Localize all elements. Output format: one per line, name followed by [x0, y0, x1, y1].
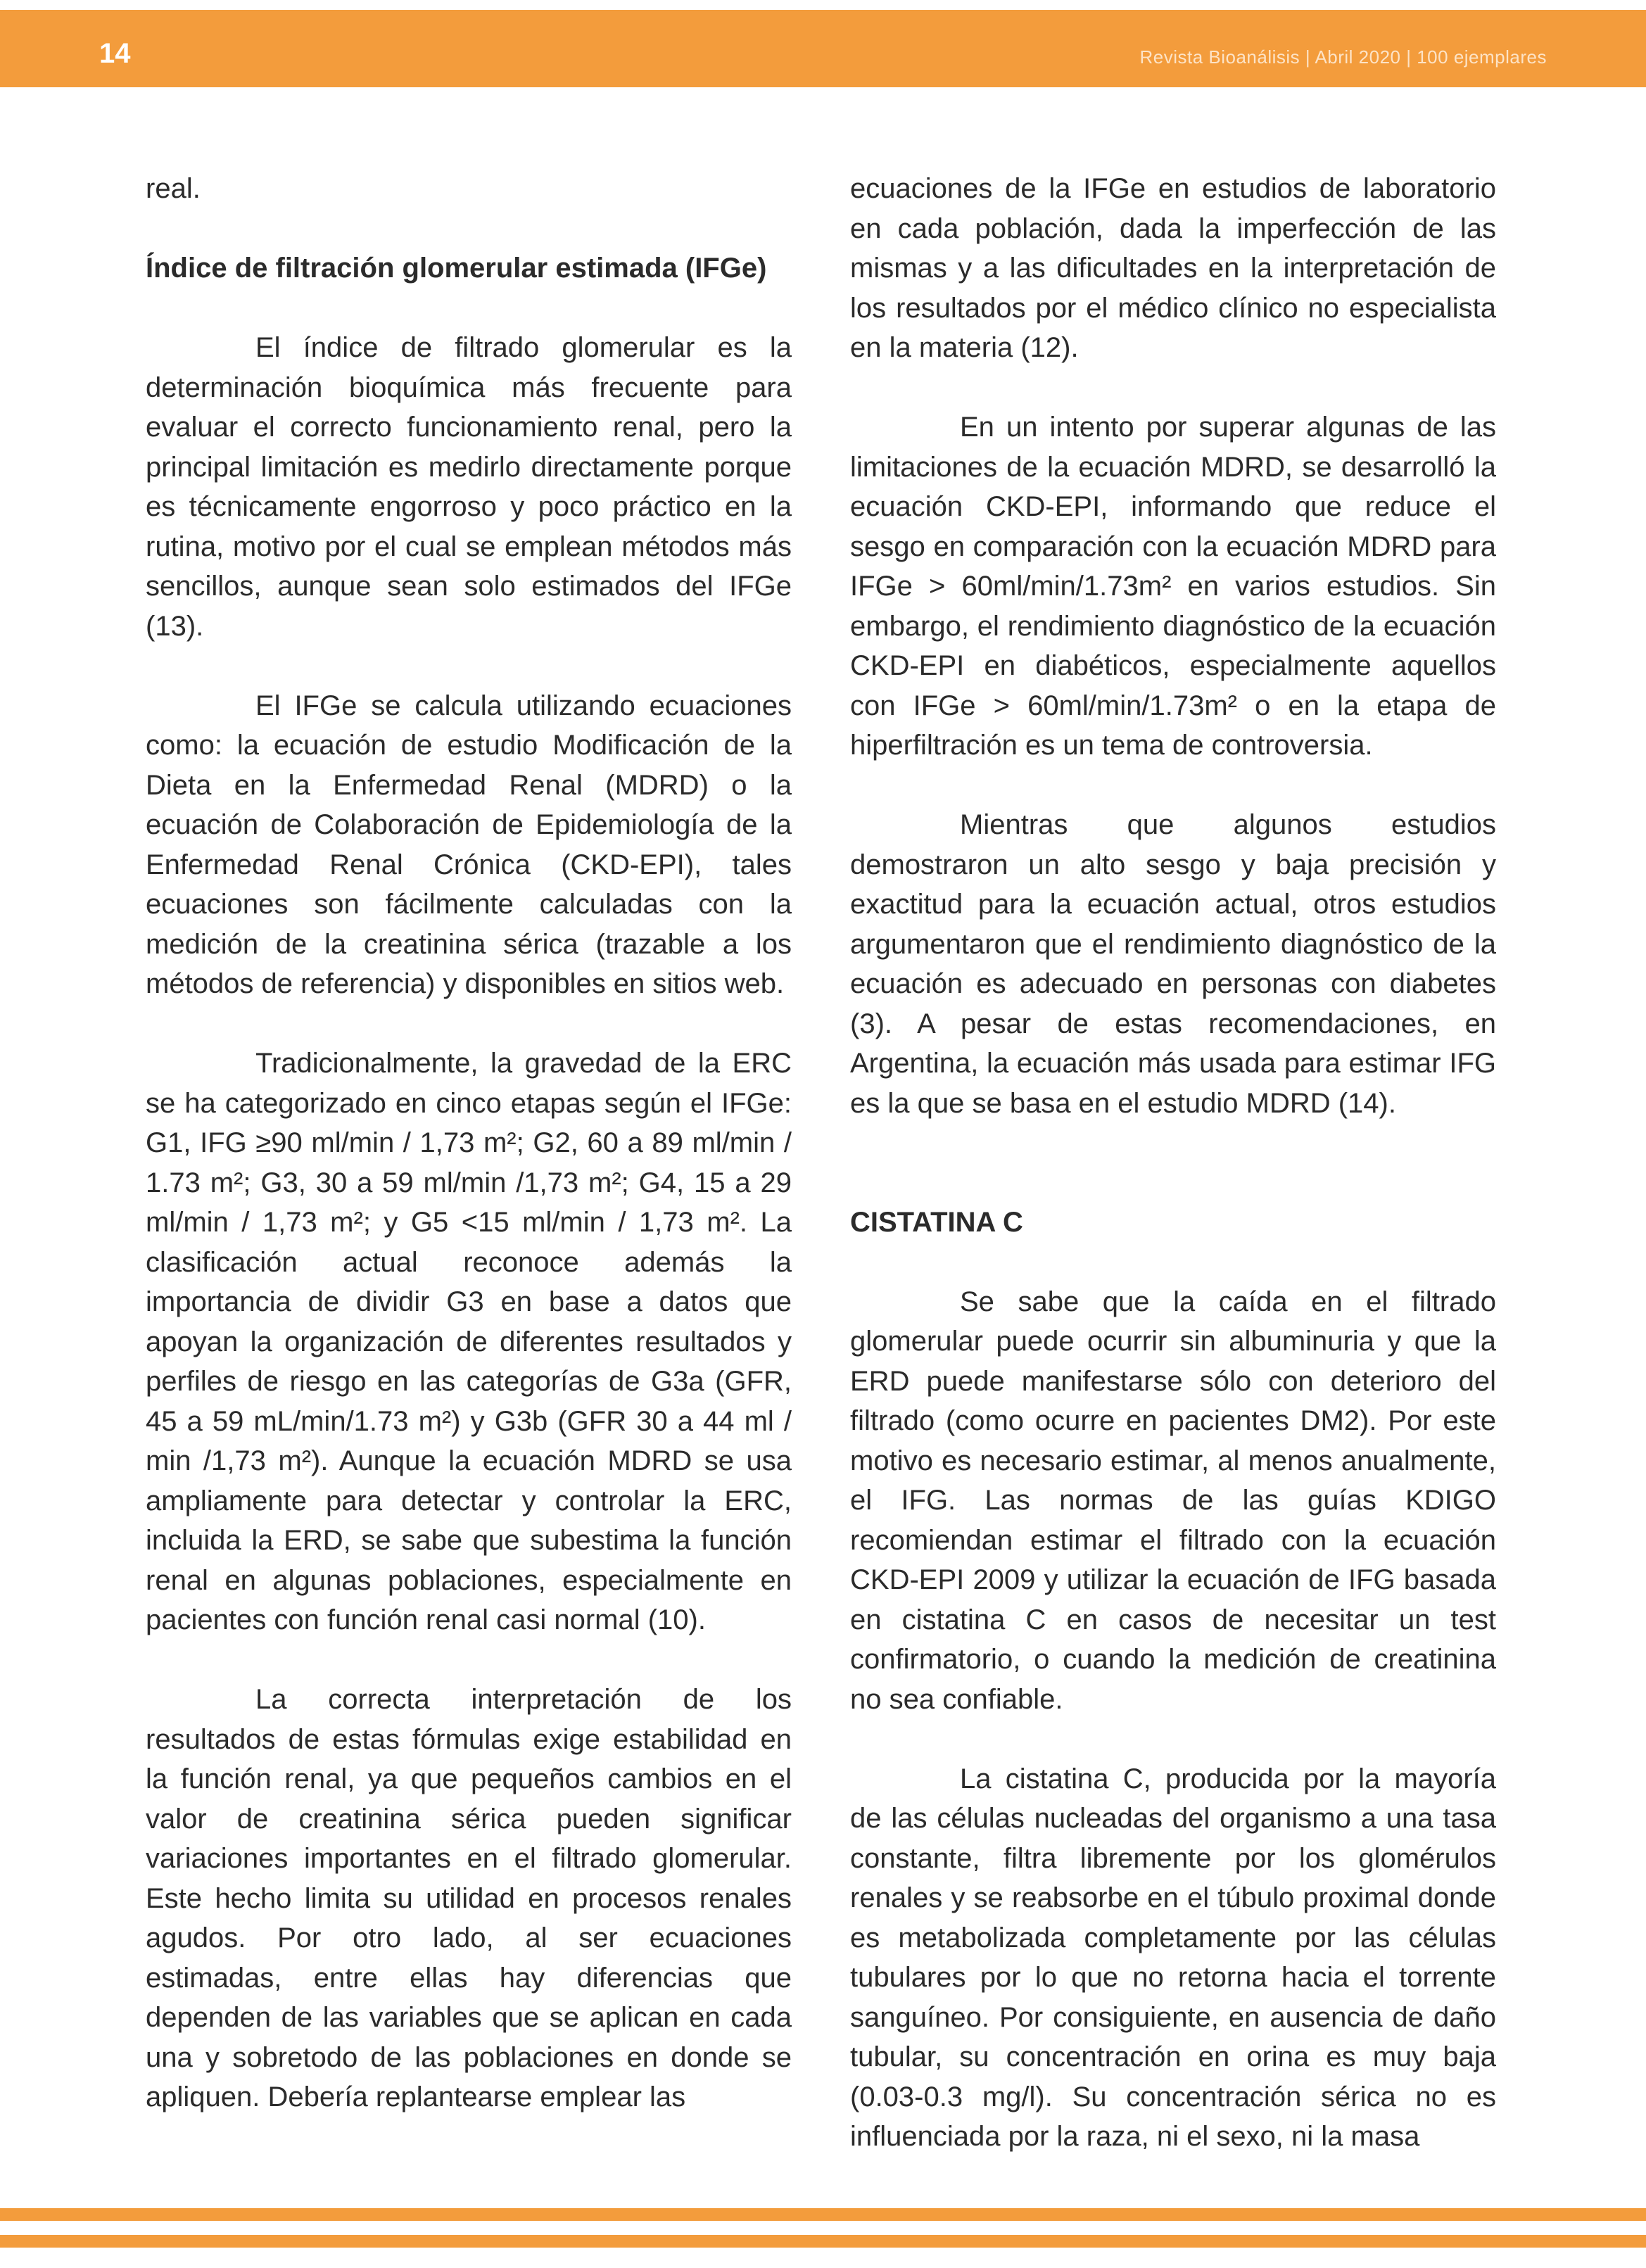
- paragraph: La cistatina C, producida por la mayoría de las células nucleadas del organismo a una tasa constante, filtra libremente por los glomérulos renales y se reabsorbe en el túbulo proximal donde es metabolizada completamente por las células tubulares por lo que no retorna hacia el torrente sanguíneo. Por consiguiente, en ausencia de daño tubular, su concentración en orina es muy baja (0.03-0.3 mg/l). Su concentración sérica no es influenciada por la raza, ni el sexo, ni la masa: [850, 1763, 1496, 2152]
- paragraph: Se sabe que la caída en el filtrado glomerular puede ocurrir sin albuminuria y que la ERD puede manifestarse sólo con deterioro del filtrado (como ocurre en pacientes DM2). Por este motivo es necesario estimar, al menos anualmente, el IFG. Las normas de las guías KDIGO recomiendan estimar el filtrado con la ecuación CKD-EPI 2009 y utilizar la ecuación de IFG basada en cistatina C en casos de necesitar un test confirmatorio, o cuando la medición de creatinina no sea confiable.: [850, 1286, 1496, 1715]
- right-column: [850, 169, 1496, 2196]
- paragraph: El IFGe se calcula utilizando ecuaciones como: la ecuación de estudio Modificación de la Dieta en la Enfermedad Renal (MDRD) o la ecuación de Colaboración de Epidemiología de la Enfermedad Renal Crónica (CKD-EPI), tales ecuaciones son fácilmente calculadas con la medición de la creatinina sérica (trazable a los métodos de referencia) y disponibles en sitios web.: [146, 690, 792, 999]
- paragraph: Mientras que algunos estudios demostraron un alto sesgo y baja precisión y exactitud para la ecuación actual, otros estudios argumentaron que el rendimiento diagnóstico de la ecuación es adecuado en personas con diabetes (3). A pesar de estas recomendaciones, en Argentina, la ecuación más usada para estimar IFG es la que se basa en el estudio MDRD (14).: [850, 809, 1496, 1119]
- paragraph: Tradicionalmente, la gravedad de la ERC se ha categorizado en cinco etapas según el IFGe: G1, IFG ≥90 ml/min / 1,73 m²; G2, 60 a 89 ml/min / 1.73 m²; G3, 30 a 59 ml/min /1,73 m²; G4, 15 a 29 ml/min / 1,73 m²; y G5 <15 ml/min / 1,73 m². La clasificación actual reconoce además la importancia de dividir G3 en base a datos que apoyan la organización de diferentes resultados y perfiles de riesgo en las categorías de G3a (GFR, 45 a 59 mL/min/1.73 m²) y G3b (GFR 30 a 44 ml / min /1,73 m²). Aunque la ecuación MDRD se usa ampliamente para detectar y controlar la ERC, incluida la ERD, se sabe que subestima la función renal en algunas poblaciones, especialmente en pacientes con función renal casi normal (10).: [146, 1048, 792, 1635]
- paragraph: En un intento por superar algunas de las limitaciones de la ecuación MDRD, se desarrolló la ecuación CKD-EPI, informando que reduce el sesgo en comparación con la ecuación MDRD para IFGe > 60ml/min/1.73m² en varios estudios. Sin embargo, el rendimiento diagnóstico de la ecuación CKD-EPI en diabéticos, especialmente aquellos con IFGe > 60ml/min/1.73m² o en la etapa de hiperfiltración es un tema de controversia.: [850, 412, 1496, 761]
- footer-bar-bottom: [0, 2235, 1646, 2248]
- paragraph-continuation: real.: [146, 173, 201, 204]
- page-number: 14: [99, 38, 131, 69]
- paragraph: El índice de filtrado glomerular es la determinación bioquímica más frecuente para evaluar el correcto funcionamiento renal, pero la principal limitación es medirlo directamente porque es técnicamente engorroso y poco práctico en la rutina, motivo por el cual se emplean métodos más sencillos, aunque sean solo estimados del IFGe (13).: [146, 332, 792, 642]
- footer-bar-top: [0, 2208, 1646, 2221]
- page-header-bar: [0, 10, 1646, 87]
- paragraph-continuation: ecuaciones de la IFGe en estudios de laboratorio en cada población, dada la imperfección de las mismas y a las dificultades en la interpretación de los resultados por el médico clínico no especialista en la materia (12).: [850, 173, 1496, 363]
- section-heading-cistatina: CISTATINA C: [850, 1206, 1023, 1238]
- left-column: [146, 169, 792, 2157]
- running-head: Revista Bioanálisis | Abril 2020 | 100 ejemplares: [1139, 46, 1547, 68]
- section-heading-ifge: Índice de filtración glomerular estimada (IFGe): [146, 253, 767, 284]
- paragraph: La correcta interpretación de los resultados de estas fórmulas exige estabilidad en la función renal, ya que pequeños cambios en el valor de creatinina sérica pueden significar variaciones importantes en el filtrado glomerular. Este hecho limita su utilidad en procesos renales agudos. Por otro lado, al ser ecuaciones estimadas, entre ellas hay diferencias que dependen de las variables que se aplican en cada una y sobretodo de las poblaciones en donde se apliquen. Debería replantearse emplear las: [146, 1684, 792, 2112]
